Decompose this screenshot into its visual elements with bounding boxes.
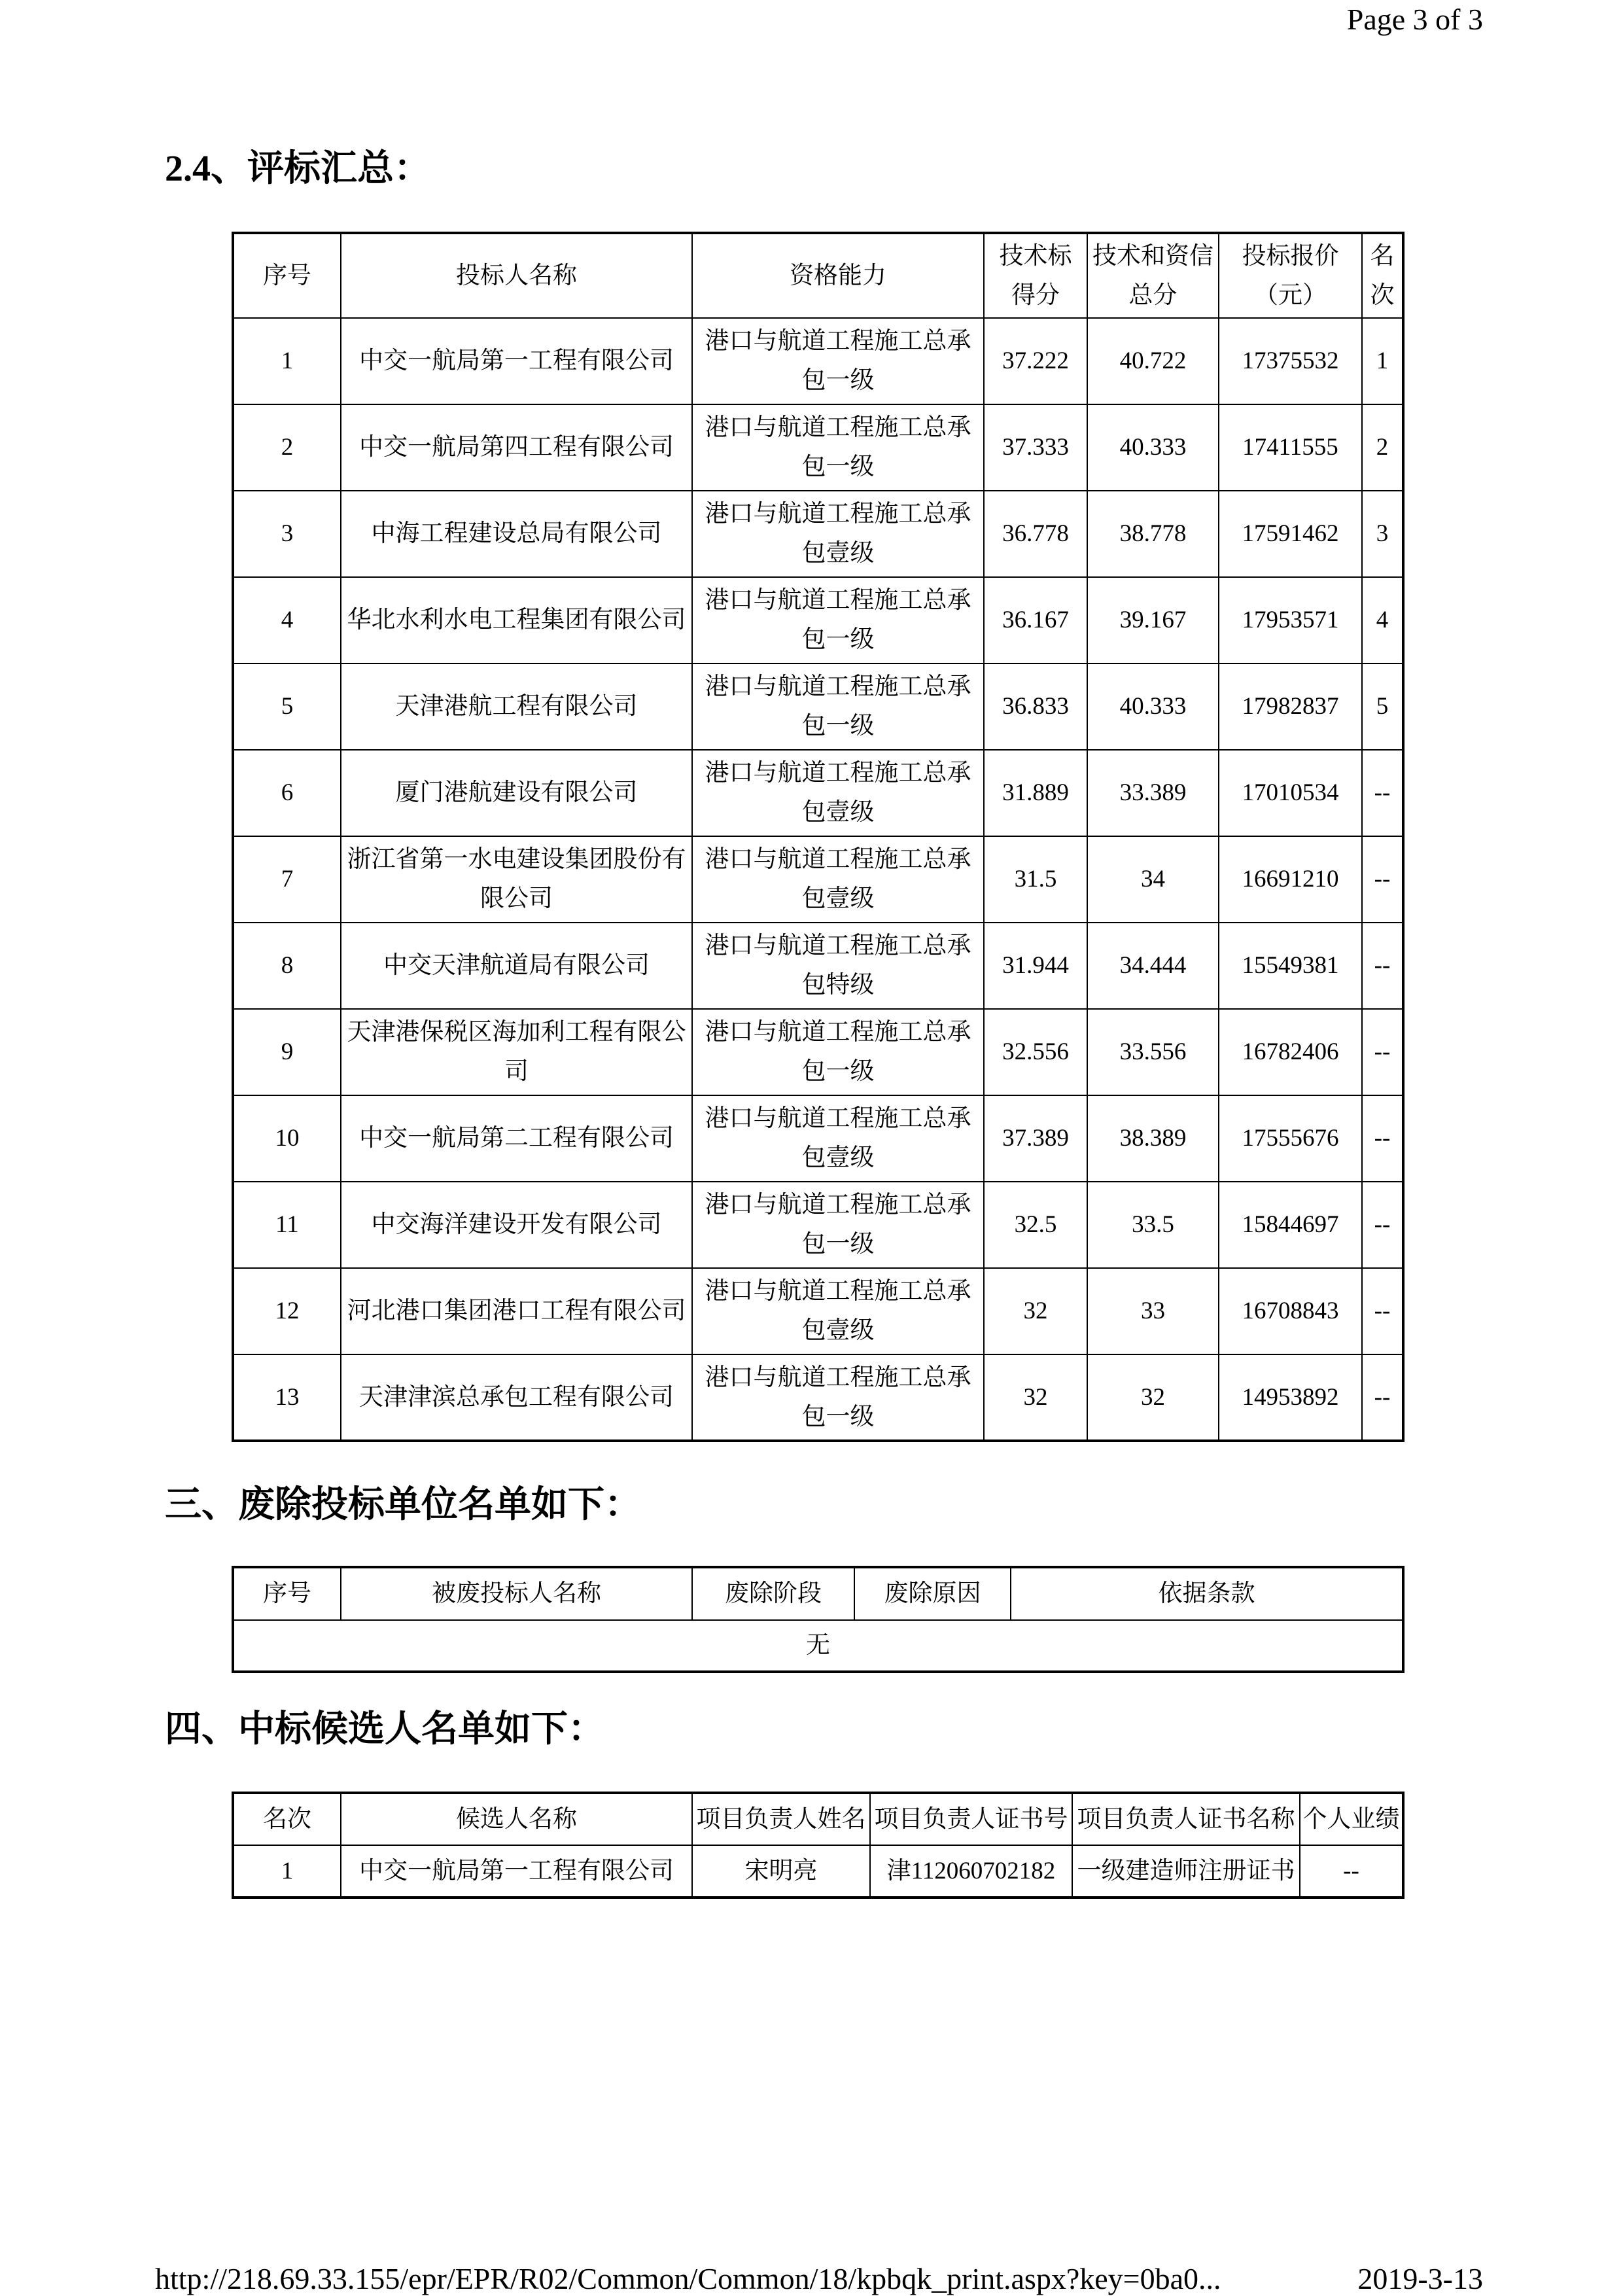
cell-bidder-name: 天津津滨总承包工程有限公司 (341, 1354, 692, 1441)
void-bids-table (232, 1566, 1405, 1673)
cell-bid-price: 17555676 (1219, 1095, 1362, 1182)
cell-qualification: 港口与航道工程施工总承包一级 (692, 1182, 984, 1268)
cell-qualification: 港口与航道工程施工总承包一级 (692, 1009, 984, 1095)
cell-technical-score: 37.222 (984, 318, 1087, 404)
cell-technical-score: 32.556 (984, 1009, 1087, 1095)
cell-technical-score: 37.389 (984, 1095, 1087, 1182)
column-header-rank: 名次 (1362, 233, 1403, 318)
cell-technical-score: 37.333 (984, 404, 1087, 491)
evaluation-summary-table (232, 232, 1405, 1442)
cell-technical-score: 31.944 (984, 923, 1087, 1009)
cell-bid-price: 17591462 (1219, 491, 1362, 577)
cell-bidder-name: 天津港航工程有限公司 (341, 663, 692, 750)
table-row (233, 491, 1403, 577)
table-header-row (233, 233, 1403, 318)
table-row (233, 923, 1403, 1009)
cell-rank: -- (1362, 923, 1403, 1009)
cell-bidder-name: 中交一航局第一工程有限公司 (341, 318, 692, 404)
table-row (233, 318, 1403, 404)
cell-technical-score: 31.5 (984, 836, 1087, 923)
column-header-voided-bidder-name: 被废投标人名称 (341, 1567, 692, 1620)
cell-total-score: 40.333 (1087, 663, 1219, 750)
cell-bid-price: 15844697 (1219, 1182, 1362, 1268)
cell-rank: -- (1362, 836, 1403, 923)
winning-candidates-heading: 四、中标候选人名单如下： (165, 1709, 604, 1750)
cell-rank: -- (1362, 1095, 1403, 1182)
column-header-certificate-number: 项目负责人证书号 (870, 1793, 1072, 1845)
table-row (233, 1268, 1403, 1354)
cell-total-score: 38.389 (1087, 1095, 1219, 1182)
cell-rank: 3 (1362, 491, 1403, 577)
cell-qualification: 港口与航道工程施工总承包一级 (692, 404, 984, 491)
cell-serial: 12 (233, 1268, 341, 1354)
evaluation-summary-heading: 2.4、评标汇总： (165, 149, 430, 189)
cell-total-score: 32 (1087, 1354, 1219, 1441)
column-header-technical-score: 技术标得分 (984, 233, 1087, 318)
column-header-total-score: 技术和资信总分 (1087, 233, 1219, 318)
cell-serial: 3 (233, 491, 341, 577)
cell-bid-price: 16691210 (1219, 836, 1362, 923)
cell-serial: 4 (233, 577, 341, 663)
cell-bidder-name: 中交一航局第四工程有限公司 (341, 404, 692, 491)
cell-bid-price: 17411555 (1219, 404, 1362, 491)
table-row (233, 1095, 1403, 1182)
cell-qualification: 港口与航道工程施工总承包一级 (692, 318, 984, 404)
table-header-row (233, 1793, 1403, 1845)
cell-qualification: 港口与航道工程施工总承包壹级 (692, 491, 984, 577)
column-header-serial: 序号 (233, 1567, 341, 1620)
cell-bidder-name: 中海工程建设总局有限公司 (341, 491, 692, 577)
cell-total-score: 38.778 (1087, 491, 1219, 577)
cell-qualification: 港口与航道工程施工总承包一级 (692, 1354, 984, 1441)
cell-bid-price: 17982837 (1219, 663, 1362, 750)
cell-qualification: 港口与航道工程施工总承包壹级 (692, 1268, 984, 1354)
cell-technical-score: 36.167 (984, 577, 1087, 663)
cell-rank: 2 (1362, 404, 1403, 491)
cell-rank: 1 (233, 1845, 341, 1898)
column-header-void-reason: 废除原因 (854, 1567, 1011, 1620)
column-header-void-stage: 废除阶段 (692, 1567, 854, 1620)
cell-rank: -- (1362, 1268, 1403, 1354)
cell-bid-price: 16782406 (1219, 1009, 1362, 1095)
print-footer (155, 2262, 1483, 2296)
cell-rank: -- (1362, 1009, 1403, 1095)
table-row (233, 836, 1403, 923)
cell-total-score: 39.167 (1087, 577, 1219, 663)
cell-personal-performance: -- (1300, 1845, 1403, 1898)
cell-bidder-name: 中交一航局第二工程有限公司 (341, 1095, 692, 1182)
cell-serial: 8 (233, 923, 341, 1009)
column-header-certificate-name: 项目负责人证书名称 (1072, 1793, 1300, 1845)
cell-rank: 5 (1362, 663, 1403, 750)
cell-rank: -- (1362, 1354, 1403, 1441)
cell-total-score: 40.722 (1087, 318, 1219, 404)
cell-bidder-name: 华北水利水电工程集团有限公司 (341, 577, 692, 663)
cell-bidder-name: 天津港保税区海加利工程有限公司 (341, 1009, 692, 1095)
cell-qualification: 港口与航道工程施工总承包一级 (692, 663, 984, 750)
column-header-qualification: 资格能力 (692, 233, 984, 318)
cell-bid-price: 14953892 (1219, 1354, 1362, 1441)
cell-qualification: 港口与航道工程施工总承包特级 (692, 923, 984, 1009)
cell-serial: 9 (233, 1009, 341, 1095)
winning-candidates-table (232, 1792, 1405, 1899)
cell-total-score: 33.5 (1087, 1182, 1219, 1268)
cell-serial: 11 (233, 1182, 341, 1268)
column-header-serial: 序号 (233, 233, 341, 318)
table-header-row (233, 1567, 1403, 1620)
cell-serial: 2 (233, 404, 341, 491)
cell-bid-price: 16708843 (1219, 1268, 1362, 1354)
cell-bid-price: 17375532 (1219, 318, 1362, 404)
empty-state-cell: 无 (233, 1620, 1403, 1672)
cell-bidder-name: 中交海洋建设开发有限公司 (341, 1182, 692, 1268)
cell-certificate-number: 津112060702182 (870, 1845, 1072, 1898)
cell-bid-price: 17953571 (1219, 577, 1362, 663)
cell-technical-score: 31.889 (984, 750, 1087, 836)
column-header-basis-clause: 依据条款 (1011, 1567, 1403, 1620)
cell-bid-price: 15549381 (1219, 923, 1362, 1009)
column-header-bid-price: 投标报价（元） (1219, 233, 1362, 318)
cell-qualification: 港口与航道工程施工总承包壹级 (692, 1095, 984, 1182)
cell-technical-score: 32.5 (984, 1182, 1087, 1268)
table-row (233, 1620, 1403, 1672)
column-header-bidder-name: 投标人名称 (341, 233, 692, 318)
table-row (233, 1009, 1403, 1095)
footer-url: http://218.69.33.155/epr/EPR/R02/Common/Common/18/kpbqk_print.aspx?key=0ba0... (155, 2262, 1221, 2295)
cell-total-score: 34 (1087, 836, 1219, 923)
cell-qualification: 港口与航道工程施工总承包壹级 (692, 836, 984, 923)
cell-bidder-name: 厦门港航建设有限公司 (341, 750, 692, 836)
cell-bidder-name: 浙江省第一水电建设集团股份有限公司 (341, 836, 692, 923)
table-row (233, 663, 1403, 750)
cell-serial: 1 (233, 318, 341, 404)
cell-qualification: 港口与航道工程施工总承包一级 (692, 577, 984, 663)
cell-technical-score: 36.778 (984, 491, 1087, 577)
cell-bidder-name: 河北港口集团港口工程有限公司 (341, 1268, 692, 1354)
cell-total-score: 33 (1087, 1268, 1219, 1354)
column-header-rank: 名次 (233, 1793, 341, 1845)
table-row (233, 1182, 1403, 1268)
column-header-candidate-name: 候选人名称 (341, 1793, 692, 1845)
cell-rank: -- (1362, 1182, 1403, 1268)
cell-candidate-name: 中交一航局第一工程有限公司 (341, 1845, 692, 1898)
cell-rank: 1 (1362, 318, 1403, 404)
table-row (233, 1354, 1403, 1441)
cell-rank: -- (1362, 750, 1403, 836)
cell-serial: 7 (233, 836, 341, 923)
column-header-personal-performance: 个人业绩 (1300, 1793, 1403, 1845)
cell-total-score: 33.556 (1087, 1009, 1219, 1095)
page-indicator: Page 3 of 3 (1346, 3, 1483, 36)
cell-technical-score: 32 (984, 1268, 1087, 1354)
cell-certificate-name: 一级建造师注册证书 (1072, 1845, 1300, 1898)
table-row (233, 577, 1403, 663)
cell-serial: 5 (233, 663, 341, 750)
cell-technical-score: 36.833 (984, 663, 1087, 750)
cell-qualification: 港口与航道工程施工总承包壹级 (692, 750, 984, 836)
cell-total-score: 34.444 (1087, 923, 1219, 1009)
cell-rank: 4 (1362, 577, 1403, 663)
table-row (233, 404, 1403, 491)
cell-serial: 10 (233, 1095, 341, 1182)
table-row (233, 750, 1403, 836)
cell-serial: 13 (233, 1354, 341, 1441)
footer-date: 2019-3-13 (1357, 2262, 1483, 2295)
cell-total-score: 33.389 (1087, 750, 1219, 836)
cell-total-score: 40.333 (1087, 404, 1219, 491)
cell-manager-name: 宋明亮 (692, 1845, 870, 1898)
cell-bidder-name: 中交天津航道局有限公司 (341, 923, 692, 1009)
cell-serial: 6 (233, 750, 341, 836)
table-row (233, 1845, 1403, 1898)
cell-bid-price: 17010534 (1219, 750, 1362, 836)
column-header-manager-name: 项目负责人姓名 (692, 1793, 870, 1845)
cell-technical-score: 32 (984, 1354, 1087, 1441)
void-bids-heading: 三、废除投标单位名单如下： (165, 1485, 641, 1525)
